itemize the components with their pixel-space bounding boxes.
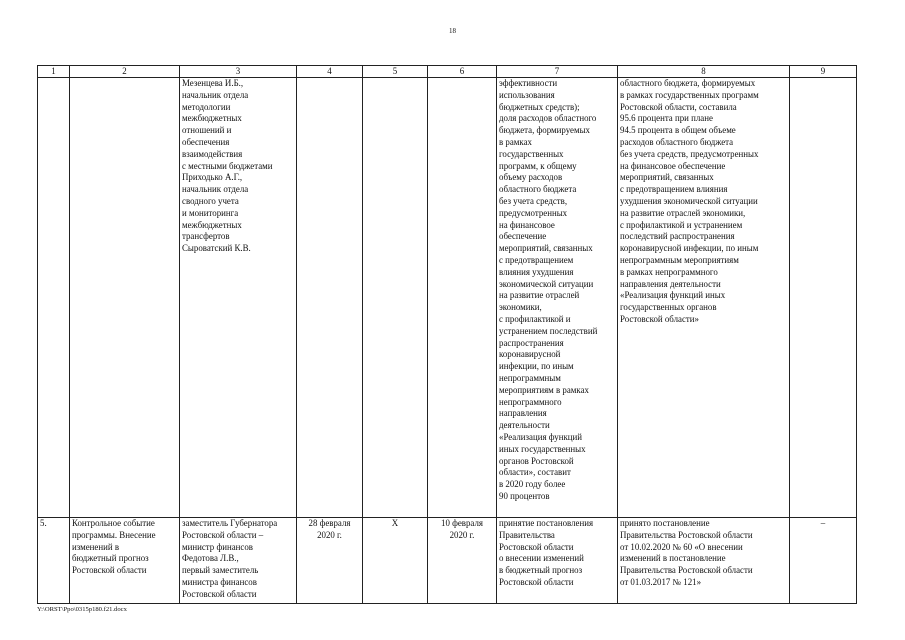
actual-result-cell: областного бюджета, формируемых в рамках государственных программ Ростовской области, составила 95.6 процента при плане 94.5 процента в общем объеме расходов областного бюджета без учета средств, предусмотренных на финансовое обеспечение мероприятий, связанных с предотвращением влияния ухудшения экономической ситуации на развитие отраслей экономики, с профилактикой и устранением последствий распространения коронавирусной инфекции, по иным непрограммным мероприятиям в рамках непрограммного направления деятельности «Реализация функций иных государственных органов Ростовской области» (618, 78, 790, 518)
row-number-cell (38, 78, 70, 518)
planned-date-cell: 28 февраля 2020 г. (297, 518, 363, 604)
table-row (38, 78, 857, 518)
col-header-8: 8 (618, 66, 790, 78)
start-date-cell: Х (363, 518, 428, 604)
actual-date-cell (428, 78, 497, 518)
col-header-3: 3 (180, 66, 297, 78)
col-header-6: 6 (428, 66, 497, 78)
event-name-cell (70, 78, 180, 518)
col-header-4: 4 (297, 66, 363, 78)
responsible-cell: заместитель Губернатора Ростовской области – министр финансов Федотова Л.В., первый заместитель министра финансов Ростовской области (180, 518, 297, 604)
notes-cell (790, 78, 857, 518)
col-header-9: 9 (790, 66, 857, 78)
planned-result-cell: эффективности использования бюджетных средств); доля расходов областного бюджета, формируемых в рамках государственных программ, к общему объему расходов областного бюджета без учета средств, предусмотренных на финансовое обеспечение мероприятий, связанных с предотвращением влияния ухудшения экономической ситуации на развитие отраслей экономики, с профилактикой и устранением последствий распространения коронавирусной инфекции, по иным непрограммным мероприятиям в рамках непрограммного направления деятельности «Реализация функций иных государственных органов Ростовской области», составит в 2020 году более 90 процентов (497, 78, 618, 518)
planned-result-cell: принятие постановления Правительства Ростовской области о внесении изменений в бюджетный прогноз Ростовской области (497, 518, 618, 604)
col-header-1: 1 (38, 66, 70, 78)
actual-date-cell: 10 февраля 2020 г. (428, 518, 497, 604)
actual-result-cell: принято постановление Правительства Ростовской области от 10.02.2020 № 60 «О внесении изменений в постановление Правительства Ростовской области от 01.03.2017 № 121» (618, 518, 790, 604)
row-number-cell: 5. (38, 518, 70, 604)
col-header-2: 2 (70, 66, 180, 78)
report-table (37, 65, 857, 604)
page-number: 18 (449, 27, 456, 35)
event-name-cell: Контрольное событие программы. Внесение изменений в бюджетный прогноз Ростовской области (70, 518, 180, 604)
responsible-cell: Мезенцева И.Б., начальник отдела методологии межбюджетных отношений и обеспечения взаимодействия с местными бюджетами Приходько А.Г., начальник отдела сводного учета и мониторинга межбюджетных трансфертов Сыроватский К.В. (180, 78, 297, 518)
notes-cell: – (790, 518, 857, 604)
file-path-footer: Y:\ORST\Ppo\0315p180.f21.docx (37, 606, 127, 613)
col-header-5: 5 (363, 66, 428, 78)
start-date-cell (363, 78, 428, 518)
column-number-row (38, 66, 857, 78)
col-header-7: 7 (497, 66, 618, 78)
planned-date-cell (297, 78, 363, 518)
table-row (38, 518, 857, 604)
